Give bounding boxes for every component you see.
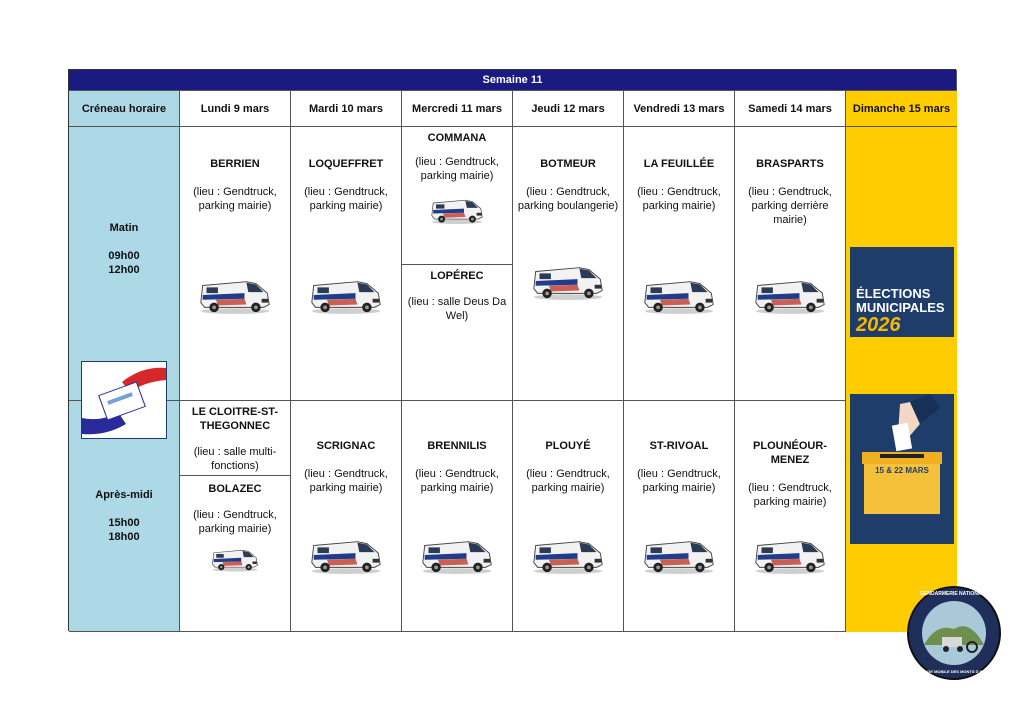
gendtruck-van-image	[419, 535, 495, 575]
location-text: (lieu : Gendtruck, parking mairie)	[193, 186, 277, 212]
day-header-friday: Vendredi 13 mars	[624, 91, 735, 127]
afternoon-wednesday	[402, 401, 513, 632]
day-header-saturday: Samedi 14 mars	[735, 91, 846, 127]
poster-title-line2: MUNICIPALES	[856, 300, 945, 315]
town-name: PLOUYÉ	[545, 440, 591, 452]
morning-monday	[180, 127, 291, 401]
badge-emblem	[906, 585, 1002, 681]
location-text: (lieu : salle Deus Da Wel)	[407, 296, 507, 322]
voting-hands-illustration	[82, 362, 166, 438]
gendtruck-van-image	[530, 261, 606, 301]
gendtruck-van-image	[752, 535, 828, 575]
morning-start: 09h00	[108, 249, 140, 262]
gendtruck-van-image	[429, 195, 485, 225]
morning-label: Matin	[109, 221, 139, 234]
gendtruck-van-image	[530, 535, 606, 575]
town-name: LA FEUILLÉE	[643, 158, 715, 170]
gendtruck-van-image	[308, 535, 384, 575]
afternoon-friday	[624, 401, 735, 632]
morning-end: 12h00	[108, 263, 140, 276]
town-name: BRASPARTS	[756, 158, 824, 170]
location-text: (lieu : Gendtruck, parking mairie)	[415, 156, 499, 182]
afternoon-end: 18h00	[108, 531, 140, 543]
town-name: COMMANA	[427, 132, 487, 144]
town-name: BOTMEUR	[540, 158, 596, 170]
location-text: (lieu : Gendtruck, parking derrière mairie)	[748, 186, 832, 226]
gendtruck-van-image	[641, 275, 717, 315]
morning-wednesday-2	[402, 265, 513, 401]
day-header-monday: Lundi 9 mars	[180, 91, 291, 127]
gendtruck-van-image	[210, 546, 260, 572]
location-text: (lieu : Gendtruck, parking mairie)	[637, 468, 721, 494]
day-header-wednesday: Mercredi 11 mars	[402, 91, 513, 127]
gendtruck-van-image	[308, 275, 384, 315]
location-text: (lieu : Gendtruck, parking mairie)	[526, 468, 610, 494]
location-text: (lieu : Gendtruck, parking mairie)	[415, 468, 499, 494]
town-name: BRENNILIS	[427, 440, 487, 452]
poster-year: 2026	[856, 314, 901, 336]
morning-tuesday	[291, 127, 402, 401]
afternoon-tuesday	[291, 401, 402, 632]
morning-saturday	[735, 127, 846, 401]
location-text: (lieu : Gendtruck, parking mairie)	[637, 186, 721, 212]
location-text: (lieu : Gendtruck, parking mairie)	[748, 482, 832, 508]
afternoon-monday-2	[180, 476, 291, 632]
morning-wednesday-1	[402, 127, 513, 265]
morning-slot	[69, 127, 180, 401]
day-header-sunday: Dimanche 15 mars	[846, 91, 957, 127]
afternoon-monday-1	[180, 401, 291, 476]
town-name: ST-RIVOAL	[649, 440, 709, 452]
town-name: SCRIGNAC	[316, 440, 376, 452]
town-name: LOPÉREC	[430, 270, 484, 282]
location-text: (lieu : Gendtruck, parking mairie)	[304, 186, 388, 212]
sunday-column	[846, 127, 957, 632]
location-text: (lieu : Gendtruck, parking mairie)	[304, 468, 388, 494]
poster-title-line1: ÉLECTIONS	[856, 286, 931, 301]
gendarmerie-badge-logo	[906, 585, 1002, 681]
afternoon-start: 15h00	[108, 517, 140, 529]
ballot-box-poster	[850, 394, 954, 544]
afternoon-thursday	[513, 401, 624, 632]
schedule-table	[68, 69, 956, 631]
day-header-tuesday: Mardi 10 mars	[291, 91, 402, 127]
town-name: BERRIEN	[210, 158, 260, 170]
poster-dates: 15 & 22 MARS	[875, 466, 929, 475]
week-header: Semaine 11	[69, 70, 957, 91]
town-name: PLOUNÉOUR-MENEZ	[753, 440, 827, 466]
slot-header: Créneau horaire	[69, 91, 180, 127]
elections-poster	[850, 247, 954, 337]
location-text: (lieu : Gendtruck, parking mairie)	[193, 509, 277, 535]
voting-hands-image	[81, 361, 167, 439]
badge-bottom-text: BRIGADE MOBILE DES MONTS D'ARRÉE	[914, 669, 994, 674]
afternoon-label: Après-midi	[95, 489, 153, 501]
afternoon-saturday	[735, 401, 846, 632]
town-name: BOLAZEC	[208, 483, 262, 495]
location-text: (lieu : Gendtruck, parking boulangerie)	[517, 186, 619, 212]
gendtruck-van-image	[752, 275, 828, 315]
day-header-thursday: Jeudi 12 mars	[513, 91, 624, 127]
badge-top-text: GENDARMERIE NATIONALE	[920, 591, 988, 597]
morning-thursday	[513, 127, 624, 401]
town-name: LE CLOITRE-ST-THEGONNEC	[191, 406, 279, 432]
gendtruck-van-image	[641, 535, 717, 575]
gendtruck-van-image	[197, 275, 273, 315]
morning-friday	[624, 127, 735, 401]
town-name: LOQUEFFRET	[308, 158, 384, 170]
location-text: (lieu : salle multi-fonctions)	[193, 446, 277, 472]
